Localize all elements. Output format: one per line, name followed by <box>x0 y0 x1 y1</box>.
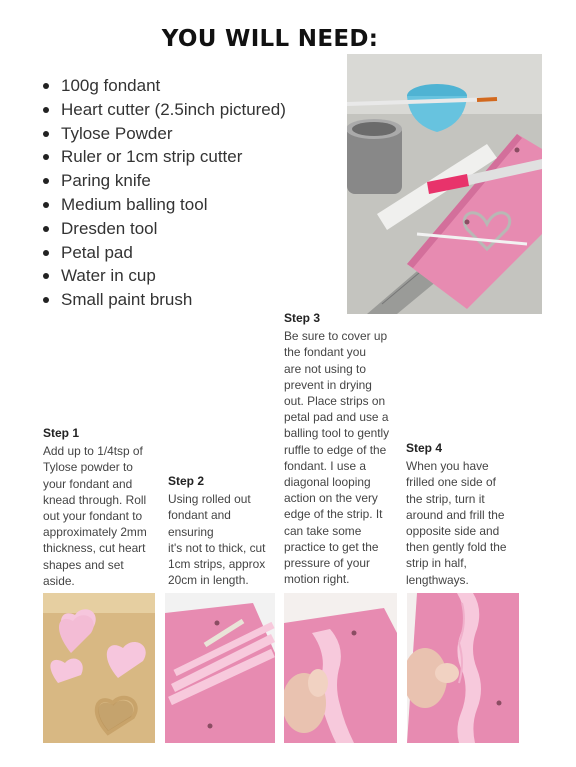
step-line: opposite side and <box>406 524 500 539</box>
step-1-illustration <box>43 593 155 743</box>
list-item: Medium balling tool <box>40 193 286 217</box>
step-4-illustration <box>407 593 519 743</box>
step-line: it's not to thick, cut <box>168 540 266 555</box>
step-line: lengthways. <box>406 572 469 587</box>
step-line: 20cm in length. <box>168 573 249 588</box>
step-line: out. Place strips on <box>284 394 386 409</box>
step-line: edge of the strip. It <box>284 507 383 522</box>
list-item: Dresden tool <box>40 217 286 241</box>
step-1 <box>43 425 161 589</box>
step-line: around and frill the <box>406 507 505 522</box>
step-line: strip in half, <box>406 556 467 571</box>
list-item: Ruler or 1cm strip cutter <box>40 145 286 169</box>
step-line: Add up to 1/4tsp of <box>43 444 143 459</box>
step-line: When you have <box>406 459 489 474</box>
step-3 <box>284 310 402 587</box>
step-2-title: Step 2 <box>168 474 205 488</box>
step-line: practice to get the <box>284 539 379 554</box>
step-line: Using rolled out <box>168 492 251 507</box>
page-title: YOU WILL NEED: <box>161 26 379 52</box>
step-1-photo <box>43 593 155 743</box>
list-item: Petal pad <box>40 241 286 265</box>
step-line: the strip, turn it <box>406 491 485 506</box>
step-1-title: Step 1 <box>43 426 80 440</box>
step-line: are not using to <box>284 361 366 376</box>
step-line: motion right. <box>284 572 350 587</box>
step-line: the fondant you <box>284 345 366 360</box>
step-line: shapes and set <box>43 557 124 572</box>
list-item: Tylose Powder <box>40 122 286 146</box>
step-line: approximately 2mm <box>43 525 147 540</box>
step-line: out your fondant to <box>43 509 143 524</box>
step-line: can take some <box>284 523 362 538</box>
step-line: your fondant and <box>43 476 133 491</box>
step-2-photo <box>165 593 275 743</box>
step-line: fondant. I use a <box>284 458 366 473</box>
step-line: Be sure to cover up <box>284 329 388 344</box>
step-line: then gently fold the <box>406 540 507 555</box>
step-line: Tylose powder to <box>43 460 133 475</box>
list-item: Paring knife <box>40 169 286 193</box>
step-2 <box>168 473 280 588</box>
step-4-photo <box>407 593 519 743</box>
step-line: frilled one side of <box>406 475 496 490</box>
list-item: Small paint brush <box>40 288 286 312</box>
step-4 <box>406 440 524 588</box>
list-item: Water in cup <box>40 264 286 288</box>
step-line: thickness, cut heart <box>43 541 146 556</box>
step-line: pressure of your <box>284 556 370 571</box>
step-3-title: Step 3 <box>284 311 321 325</box>
step-3-photo <box>284 593 397 743</box>
step-3-illustration <box>284 593 397 743</box>
step-line: prevent in drying <box>284 377 372 392</box>
step-line: ruffle to edge of the <box>284 442 387 457</box>
step-line: aside. <box>43 573 75 588</box>
step-line: ensuring <box>168 524 214 539</box>
tools-photo-illustration <box>347 54 542 314</box>
ingredients-list <box>40 74 286 312</box>
step-line: knead through. Roll <box>43 492 147 507</box>
step-2-illustration <box>165 593 275 743</box>
step-line: fondant and <box>168 508 231 523</box>
tools-photo <box>347 54 542 314</box>
step-4-title: Step 4 <box>406 441 443 455</box>
list-item: 100g fondant <box>40 74 286 98</box>
step-line: 1cm strips, approx <box>168 557 266 572</box>
step-line: balling tool to gently <box>284 426 390 441</box>
list-item: Heart cutter (2.5inch pictured) <box>40 98 286 122</box>
step-line: action on the very <box>284 491 378 506</box>
step-line: diagonal looping <box>284 475 371 490</box>
step-line: petal pad and use a <box>284 410 389 425</box>
